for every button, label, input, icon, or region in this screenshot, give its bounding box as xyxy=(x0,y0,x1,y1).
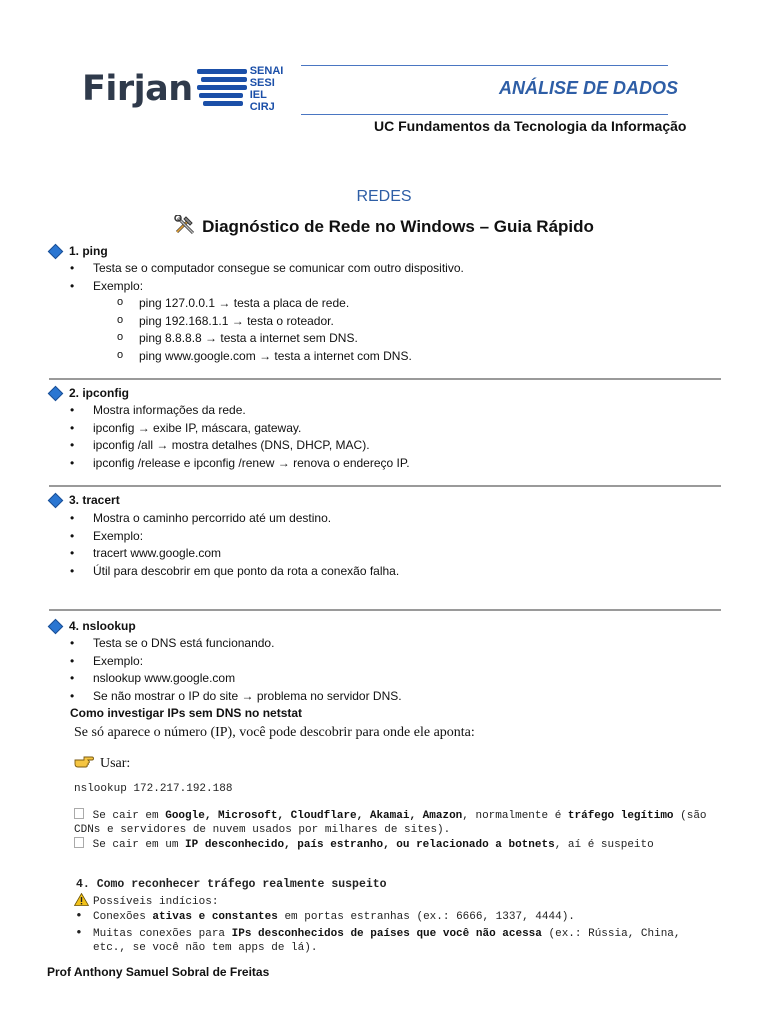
signs-row xyxy=(74,893,218,911)
ping-examples xyxy=(117,295,412,365)
nslookup-command: nslookup 172.217.192.188 xyxy=(74,783,233,795)
list-item: • nslookup www.google.com xyxy=(70,670,402,688)
text-run-bold: tráfego legítimo xyxy=(567,810,674,822)
logo-cirj: CIRJ xyxy=(249,101,275,113)
list-item: • Mostra o caminho percorrido até um destino. xyxy=(70,510,399,528)
text-run-bold: IP desconhecido, país estranho, ou relacionado a botnets xyxy=(185,839,555,851)
list-item: • Testa se o DNS está funcionando. xyxy=(70,635,402,653)
text-run: , normalmente é xyxy=(462,810,568,822)
pointing-hand-icon xyxy=(74,754,94,773)
legit-paragraph xyxy=(74,808,724,837)
suspicious-heading: 4. Como reconhecer tráfego realmente suspeito xyxy=(76,878,387,891)
checkbox-icon xyxy=(74,808,84,819)
tools-icon xyxy=(174,215,196,240)
divider xyxy=(49,609,721,611)
sub-list-item: o ping 192.168.1.1 → testa o roteador. xyxy=(117,313,412,331)
logo-sesi: SESI xyxy=(249,77,275,89)
list-item: • Testa se o computador consegue se comunicar com outro dispositivo. xyxy=(70,260,464,278)
list-item: • Exemplo: xyxy=(70,278,464,296)
text-run: (são CDNs e servidores de nuvem usados por milhares de sites). xyxy=(74,810,707,836)
logo-text: Firjan xyxy=(82,69,193,109)
investigate-heading: Como investigar IPs sem DNS no netstat xyxy=(70,706,303,720)
investigate-intro: Se só aparece o número (IP), você pode descobrir para onde ele aponta: xyxy=(74,725,475,740)
diamond-icon xyxy=(48,385,64,401)
sub-list-item: o ping 127.0.0.1 → testa a placa de rede. xyxy=(117,295,412,313)
section-label: REDES xyxy=(356,188,412,205)
page-title: Diagnóstico de Rede no Windows – Guia Rápido xyxy=(202,217,594,236)
section-heading-label: 4. nslookup xyxy=(69,619,136,633)
sub-list-item: o ping 8.8.8.8 → testa a internet sem DNS. xyxy=(117,330,412,348)
suspect-paragraph xyxy=(74,837,724,852)
section-heading-label: 2. ipconfig xyxy=(69,386,129,400)
text-run: Conexões xyxy=(93,911,153,923)
suspicious-bullet-2 xyxy=(75,925,698,955)
header-bottom-rule xyxy=(301,114,668,115)
divider xyxy=(49,378,721,380)
list-item: • Útil para descobrir em que ponto da rota a conexão falha. xyxy=(70,563,399,581)
nslookup-list xyxy=(70,635,402,705)
section-heading-label: 1. ping xyxy=(69,244,108,258)
header-subtitle: UC Fundamentos da Tecnologia da Informação xyxy=(374,118,687,134)
section-heading-label: 3. tracert xyxy=(69,493,120,507)
signs-label: Possíveis indícios: xyxy=(93,896,219,908)
list-item: • ipconfig /all → mostra detalhes (DNS, DHCP, MAC). xyxy=(70,437,410,455)
author-footer: Prof Anthony Samuel Sobral de Freitas xyxy=(47,965,270,979)
list-item: • Exemplo: xyxy=(70,528,399,546)
header-title: ANÁLISE DE DADOS xyxy=(499,78,679,98)
firjan-logo xyxy=(82,64,283,114)
page-title-row xyxy=(0,215,768,240)
text-run: Se cair em um xyxy=(86,839,186,851)
list-item: • tracert www.google.com xyxy=(70,545,399,563)
text-run: , aí é suspeito xyxy=(554,839,654,851)
bullet-text xyxy=(78,910,718,924)
text-run-bold: Google, Microsoft, Cloudflare, Akamai, Amazon xyxy=(165,810,463,822)
divider xyxy=(49,485,721,487)
text-run: Muitas conexões para xyxy=(93,928,232,940)
section-heading-tracert xyxy=(48,493,120,507)
list-item: • ipconfig → exibe IP, máscara, gateway. xyxy=(70,420,410,438)
section-heading-ping xyxy=(48,244,108,258)
sub-list-item: o ping www.google.com → testa a internet com DNS. xyxy=(117,348,412,366)
text-run: em portas estranhas (ex.: 6666, 1337, 4444). xyxy=(277,911,575,923)
bullet-dot: • xyxy=(75,908,83,923)
diamond-icon xyxy=(48,618,64,634)
usar-row xyxy=(74,754,130,773)
text-run: (ex.: Rússia, China, etc., se você não tem apps de lá). xyxy=(93,928,681,954)
header-top-rule xyxy=(301,65,668,66)
list-item: • Exemplo: xyxy=(70,653,402,671)
text-run: Se cair em xyxy=(86,810,166,822)
diamond-icon xyxy=(48,243,64,259)
list-item: • Mostra informações da rede. xyxy=(70,402,410,420)
diamond-icon xyxy=(48,492,64,508)
usar-label: Usar: xyxy=(100,755,131,771)
logo-sub-brands xyxy=(250,65,284,113)
list-item: • Se não mostrar o IP do site → problema no servidor DNS. xyxy=(70,688,402,706)
logo-iel: IEL xyxy=(249,89,267,101)
list-item: • ipconfig /release e ipconfig /renew → renova o endereço IP. xyxy=(70,455,410,473)
text-run-bold: ativas e constantes xyxy=(152,911,278,923)
logo-senai: SENAI xyxy=(249,65,284,77)
ping-list xyxy=(70,260,464,295)
bullet-text xyxy=(78,927,698,955)
bullet-dot: • xyxy=(75,925,83,940)
logo-stripes xyxy=(197,68,247,110)
ipconfig-list xyxy=(70,402,410,472)
text-run-bold: IPs desconhecidos de países que você não acessa xyxy=(231,928,542,940)
section-heading-ipconfig xyxy=(48,386,129,400)
section-heading-nslookup xyxy=(48,619,136,633)
checkbox-icon xyxy=(74,837,84,848)
suspicious-bullet-1 xyxy=(75,908,718,924)
tracert-list xyxy=(70,510,399,580)
